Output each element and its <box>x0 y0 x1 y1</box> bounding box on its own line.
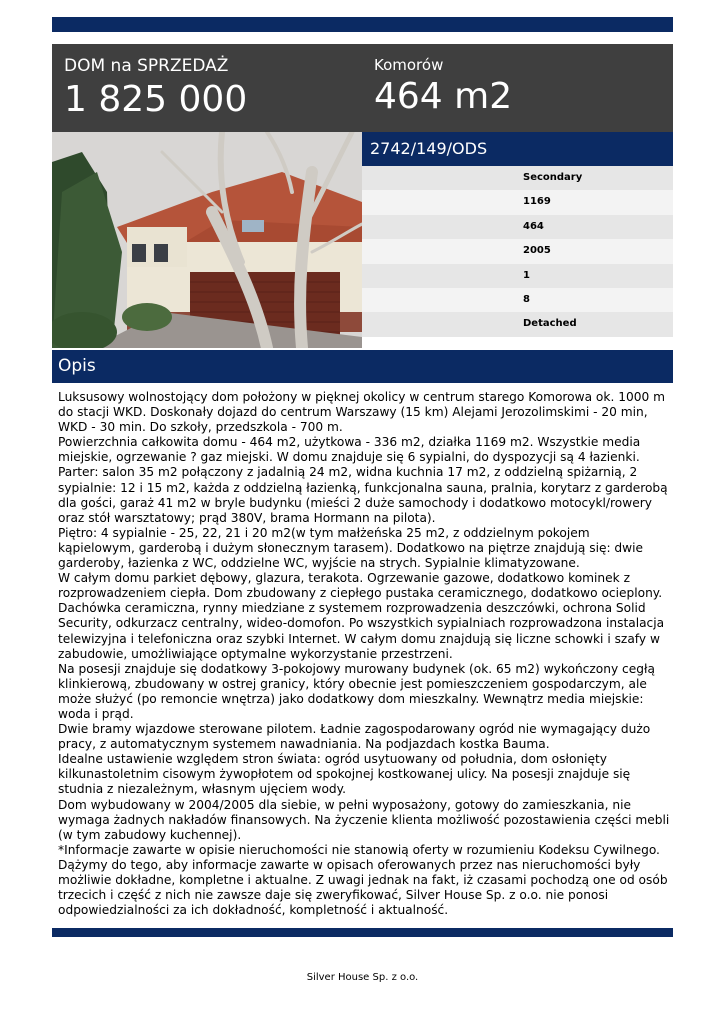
description-paragraph: Idealne ustawienie względem stron świata: ogród usytuowany od południa, dom osłonięty kilkunastoletnim cisowym żywopłotem od spokojnej kostkowanej ulicy. Na posesji znajduje się studnia z niezależnym, własnym ujęciem wody. <box>58 752 631 797</box>
listing-area: 464 m2 <box>374 76 513 117</box>
header-right <box>374 56 512 117</box>
param-building-type: Detached <box>362 312 673 336</box>
description-paragraph: Piętro: 4 sypialnie - 25, 22, 21 i 20 m2(w tym małżeńska 25 m2, z oddzielnym pokojem kąpielowym, garderobą i dużym słonecznym tarasem). Dodatkowo na piętrze znajdują się: dwie garderoby, łazienka z WC, oddzielne WC, wyjście na strych. Sypialnie klimatyzowane. <box>58 525 644 571</box>
bottom-accent-bar <box>52 928 673 937</box>
description-paragraph: Powierzchnia całkowita domu - 464 m2, użytkowa - 336 m2, działka 1169 m2. Wszystkie media miejskie, ogrzewanie ? gaz miejski. W domu znajduje się 6 sypialni, do dyspozycji są 4 łazienki. <box>58 435 641 465</box>
listing-city: Komorów <box>374 56 444 74</box>
footer-company: Silver House Sp. z o.o. <box>306 972 419 983</box>
listing-header <box>52 44 673 132</box>
param-rooms: 8 <box>362 288 673 312</box>
param-floors: 1 <box>362 264 673 288</box>
top-accent-bar <box>52 17 673 32</box>
description-paragraph: *Informacje zawarte w opisie nieruchomości nie stanowią oferty w rozumieniu Kodeksu Cywilnego. Dążymy do tego, aby informacje zawarte w opisach oferowanych przez nas nieruchomości były możliwie dokładne, kompletne i aktualne. Z uwagi jednak na fakt, iż czasami pochodzą one od osób trzecich i część z nich nie zawsze daje się zweryfikować, Silver House Sp. z o.o. nie ponosi odpowiedzialności za ich dokładność, kompletność i aktualność. <box>58 842 668 918</box>
description-paragraph: Dom wybudowany w 2004/2005 dla siebie, w pełni wyposażony, gotowy do zamieszkania, nie wymaga żadnych nakładów finansowych. Na życzenie klienta możliwość pozostawienia części mebli (w tym zabudowy kuchennej). <box>58 797 670 842</box>
description-heading: Opis <box>52 350 673 383</box>
parameters-table <box>362 166 673 337</box>
param-plot-area: 1169 <box>362 190 673 214</box>
description-paragraph: Na posesji znajduje się dodatkowy 3-pokojowy murowany budynek (ok. 65 m2) wykończony cegłą klinkierową, zbudowany w ostrej granicy, który obecnie jest pomieszczeniem gospodarczym, ale może służyć (po remoncie wnętrza) jako dodatkowy dom mieszkalny. Wewnątrz media miejskie: woda i prąd. <box>58 661 655 721</box>
description-body <box>58 390 670 918</box>
param-build-year: 2005 <box>362 239 673 263</box>
description-paragraph: Dwie bramy wjazdowe sterowane pilotem. Ładnie zagospodarowany ogród nie wymagający dużo pracy, z automatycznym systemem nawadniania. Na podjazdach kostka Bauma. <box>58 722 651 752</box>
param-floor-area: 464 <box>362 215 673 239</box>
param-market-type: Secondary <box>362 166 673 190</box>
description-paragraph: Parter: salon 35 m2 połączony z jadalnią 24 m2, widna kuchnia 17 m2, z oddzielną spiżarnią, 2 sypialnie: 12 i 15 m2, każda z oddzielną łazienką, funkcjonalna sauna, pralnia, korytarz z garderobą dla gości, garaż 41 m2 w bryle budynku (mieści 2 duże samochody i dodatkowo motocykl/rowery oraz stół warsztatowy; prąd 380V, brama Hormann na pilota). <box>58 465 668 525</box>
header-left <box>64 56 247 120</box>
reference-number: 2742/149/ODS <box>362 132 673 166</box>
listing-price: 1 825 000 <box>64 79 248 120</box>
listing-type: DOM na SPRZEDAŻ <box>64 56 229 76</box>
description-paragraph: W całym domu parkiet dębowy, glazura, terakota. Ogrzewanie gazowe, dodatkowo kominek z rozprowadzeniem ciepła. Dom zbudowany z ciepłego pustaka ceramicznego, dodatkowo ocieplony. Dachówka ceramiczna, rynny miedziane z systemem rozprowadzenia deszczówki, ochrona Solid Security, odkurzacz centralny, wideo-domofon. Po wszystkich sypialniach rozprowadzona instalacja telewizyjna i telefoniczna oraz szybki Internet. W całym domu znajdują się liczne schowki i szafy w zabudowie, umożliwiające optymalne wykorzystanie przestrzeni. <box>58 571 665 661</box>
property-photo <box>52 132 362 348</box>
description-paragraph: Luksusowy wolnostojący dom położony w pięknej okolicy w centrum starego Komorowa ok. 1000 m do stacji WKD. Doskonały dojazd do centrum Warszawy (15 km) Alejami Jerozolimskimi - 20 min, WKD - 30 min. Do szkoły, przedszkola - 700 m. <box>58 390 665 435</box>
